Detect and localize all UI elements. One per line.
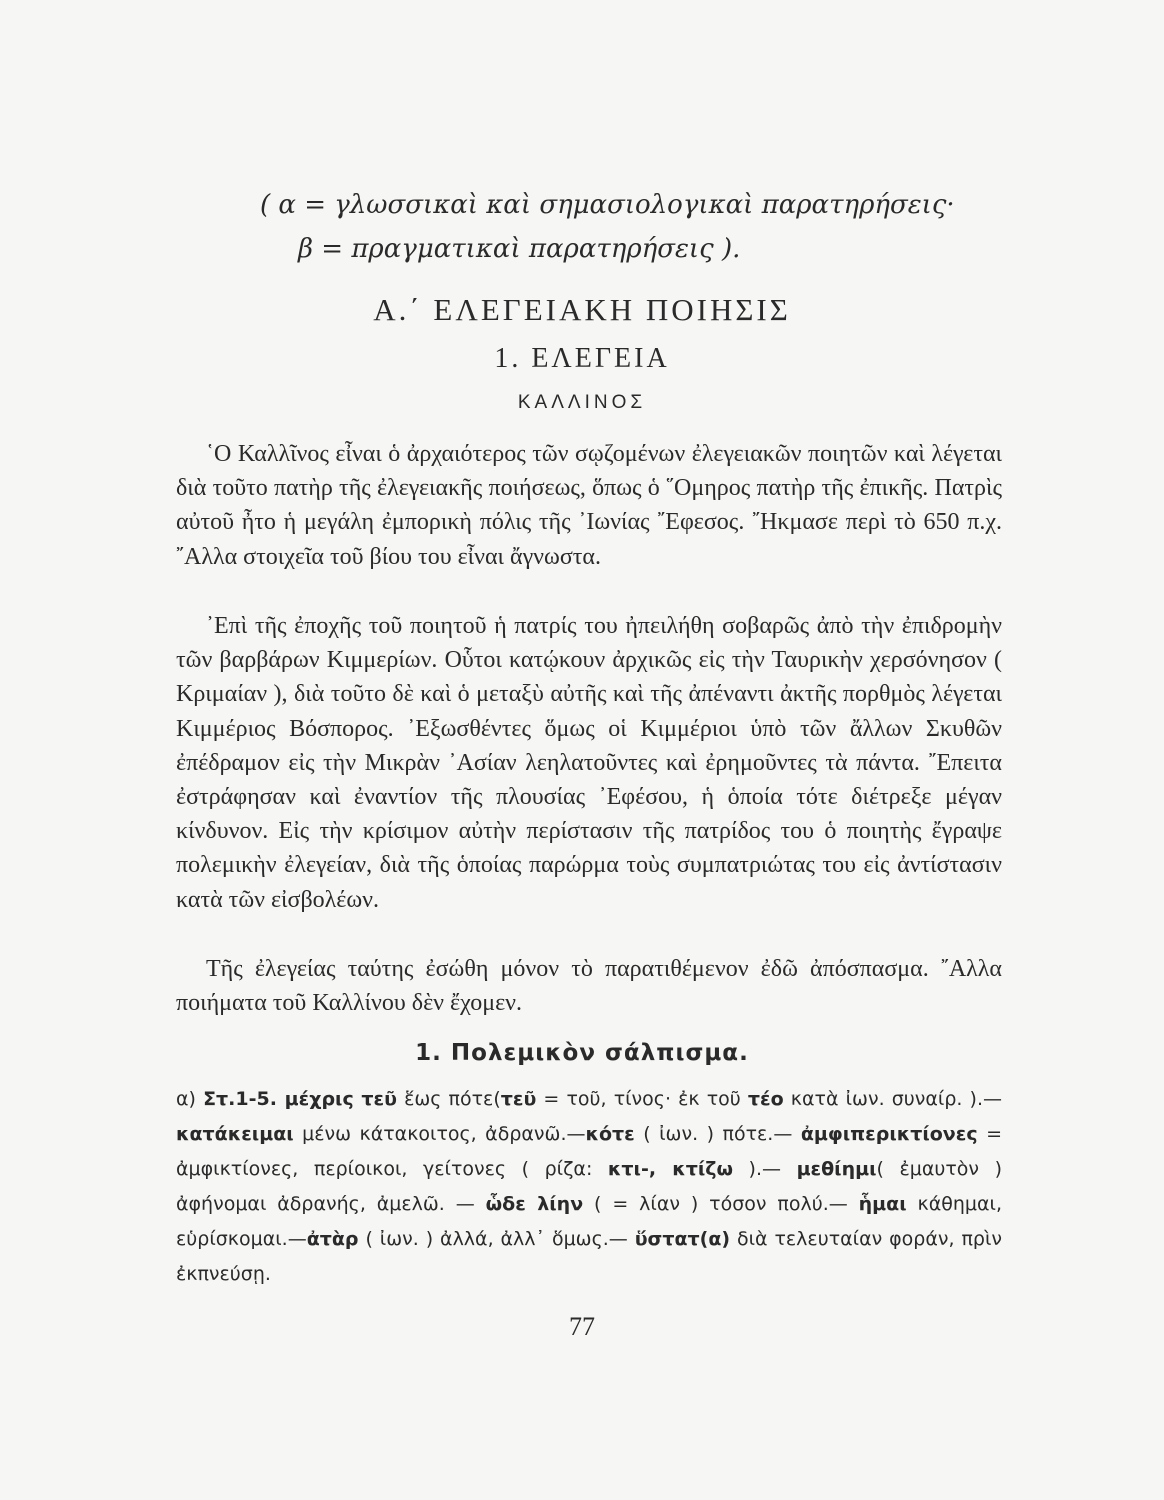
note-text: κάθημαι, εὑρίσκομαι.— bbox=[176, 1193, 1002, 1250]
intro-paragraph-1 bbox=[176, 437, 1002, 574]
note-term: κτι-, κτίζω bbox=[607, 1158, 733, 1180]
paragraph-text: ᾿Επὶ τῆς ἐποχῆς τοῦ ποιητοῦ ἡ πατρίς του ἠπειλήθη σοβαρῶς ἀπὸ τὴν ἐπιδρομὴν τῶν βαρβάρων Κιμμερίων. Οὗτοι κατῴκουν ἀρχικῶς εἰς τὴν Ταυρικὴν χερσόνησον ( Κριμαίαν ), διὰ τοῦτο δὲ καὶ ὁ μεταξὺ αὐτῆς καὶ τῆς ἀπέναντι ἀκτῆς πορθμὸς λέγεται Κιμμέριος Βόσπορος. ᾿Εξωσθέντες ὅμως οἱ Κιμμέριοι ὑπὸ τῶν ἄλλων Σκυθῶν ἐπέδραμον εἰς τὴν Μικρὰν ᾿Ασίαν λεηλατοῦντες καὶ ἐρημοῦντες τὰ πάντα. ῎Επειτα ἐστράφησαν καὶ ἐναντίον τῆς πλουσίας ᾿Εφέσου, ἡ ὁποία τότε διέτρεξε μέγαν κίνδυνον. Εἰς τὴν κρίσιμον αὐτὴν περίστασιν τῆς πατρίδος του ὁ ποιητὴς ἔγραψε πολεμικὴν ἐλεγείαν, διὰ τῆς ὁποίας παρώρμα τοὺς συμπατριώτας του εἰς ἀντίστασιν κατὰ τῶν εἰσβολέων. bbox=[176, 613, 1002, 913]
note-text: κατὰ ἰων. συναίρ. ).— bbox=[783, 1088, 1003, 1110]
note-text: = τοῦ, τίνος· ἐκ τοῦ bbox=[536, 1088, 748, 1110]
commentary-notes bbox=[176, 1082, 1002, 1292]
note-term: μεθίημι bbox=[796, 1158, 877, 1180]
note-text: μένω κάτακοιτος, ἀδρανῶ.— bbox=[293, 1123, 586, 1145]
note-text: = ἀμφικτίονες, περίοικοι, γείτονες ( ρίζα: bbox=[176, 1123, 1002, 1180]
note-term: ἀτὰρ bbox=[306, 1228, 359, 1250]
note-text: ( ἐμαυτὸν ) ἀφήνομαι ἀδρανής, ἀμελῶ. — bbox=[176, 1158, 1003, 1215]
note-text: ( = λίαν ) τόσον πολύ.— bbox=[583, 1193, 859, 1215]
subsection-title: 1. ΕΛΕΓΕΙΑ bbox=[494, 343, 670, 374]
note-text: ἕως πότε( bbox=[396, 1088, 501, 1110]
note-term: κατάκειμαι bbox=[176, 1123, 294, 1145]
note-text: ( ἰων. ) πότε.— bbox=[634, 1123, 801, 1145]
note-term: τέο bbox=[747, 1088, 784, 1110]
note-text: ).— bbox=[732, 1158, 797, 1180]
note-term: ὕστατ(α) bbox=[634, 1228, 731, 1250]
note-prefix: α) bbox=[176, 1088, 204, 1110]
note-text: διὰ τελευταίαν φοράν, πρὶν ἐκπνεύσῃ. bbox=[176, 1228, 1003, 1285]
note-term: κότε bbox=[585, 1123, 635, 1145]
note-term: τεῦ bbox=[500, 1088, 537, 1110]
paragraph-text: ῾Ο Καλλῖνος εἶναι ὁ ἀρχαιότερος τῶν σῳζομένων ἐλεγειακῶν ποιητῶν καὶ λέγεται διὰ τοῦτο πατὴρ τῆς ἐλεγειακῆς ποιήσεως, ὅπως ὁ ῞Ομηρος πατὴρ τῆς ἐπικῆς. Πατρὶς αὐτοῦ ἦτο ἡ μεγάλη ἐμπορικὴ πόλις τῆς ᾿Ιωνίας ῎Εφεσος. ῎Ηκμασε περὶ τὸ 650 π.χ. ῎Αλλα στοιχεῖα τοῦ βίου του εἶναι ἄγνωστα. bbox=[176, 441, 1002, 570]
intro-paragraph-3 bbox=[176, 952, 1002, 1020]
page-number: 77 bbox=[569, 1312, 595, 1341]
note-term: ἧμαι bbox=[858, 1193, 907, 1215]
note-term: ἀμφιπερικτίονες bbox=[800, 1123, 978, 1145]
poem-title: 1. Πολεμικὸν σάλπισμα. bbox=[415, 1040, 749, 1066]
note-term: ὧδε λίην bbox=[485, 1193, 584, 1215]
note-text: ( ἰων. ) ἀλλά, ἀλλ᾿ ὅμως.— bbox=[358, 1228, 635, 1250]
note-verse-ref: Στ.1-5. μέχρις τεῦ bbox=[203, 1088, 397, 1110]
abbreviations-line-1: ( α = γλωσσικαὶ καὶ σημασιολογικαὶ παρατηρήσεις· bbox=[260, 190, 955, 220]
abbreviations-line-2: β = πραγματικαὶ παρατηρήσεις ). bbox=[298, 234, 741, 264]
author-heading: ΚΑΛΛΙΝΟΣ bbox=[517, 392, 647, 413]
intro-paragraph-2 bbox=[176, 609, 1002, 917]
paragraph-text: Τῆς ἐλεγείας ταύτης ἐσώθη μόνον τὸ παρατιθέμενον ἐδῶ ἀπόσπασμα. ῎Αλλα ποιήματα τοῦ Καλλίνου δὲν ἔχομεν. bbox=[176, 956, 1002, 1017]
section-title: Α.΄ ΕΛΕΓΕΙΑΚΗ ΠΟΙΗΣΙΣ bbox=[373, 292, 791, 327]
